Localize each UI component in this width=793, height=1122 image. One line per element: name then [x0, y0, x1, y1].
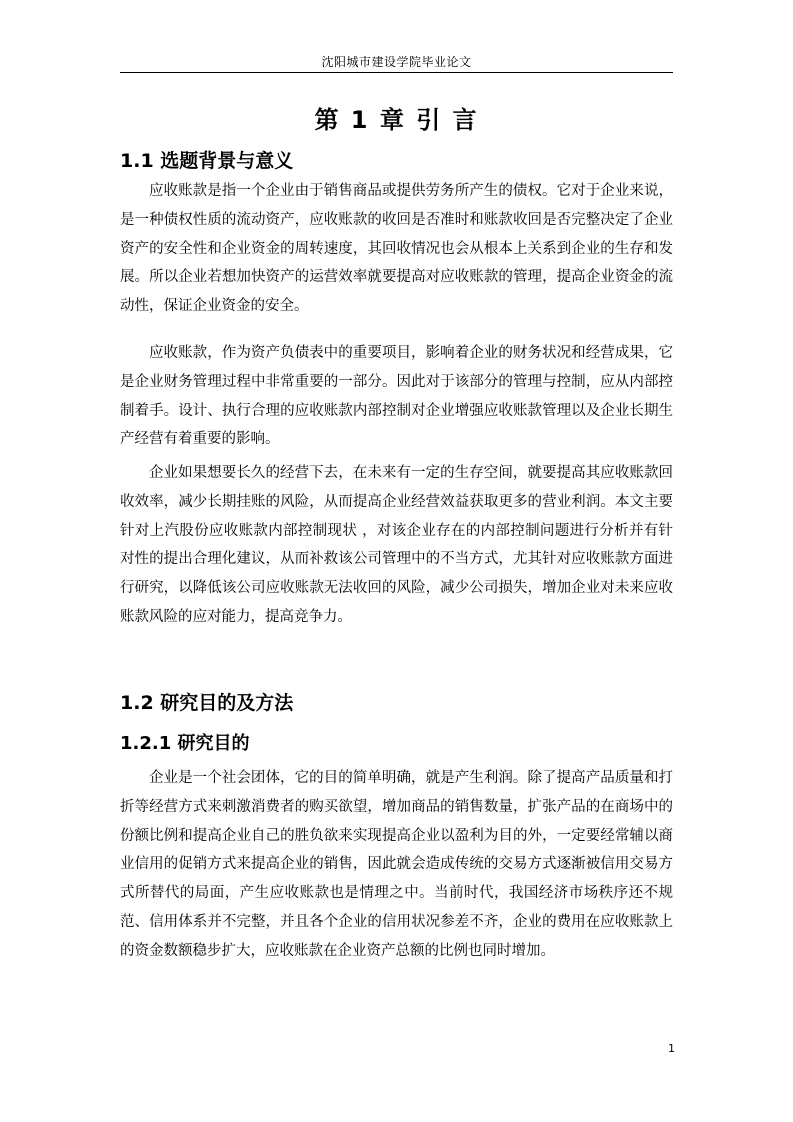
page-number: 1: [668, 1042, 675, 1055]
section-heading-1-1: 1.1 选题背景与意义: [120, 150, 294, 172]
chapter-title: 第 1 章 引 言: [314, 106, 479, 134]
paragraph-2: 应收账款，作为资产负债表中的重要项目，影响着企业的财务状况和经营成果，它是企业财务管理过程中非常重要的一部分。因此对于该部分的管理与控制，应从内部控制着手。设计、执行合理的应收账款内部控制对企业增强应收账款管理以及企业长期生产经营有着重要的影响。: [120, 345, 673, 448]
header-rule: [120, 72, 673, 73]
section-heading-1-2-1: 1.2.1 研究目的: [120, 733, 250, 754]
paragraph-3: 企业如果想要长久的经营下去，在未来有一定的生存空间，就要提高其应收账款回收效率，减少长期挂账的风险，从而提高企业经营效益获取更多的营业利润。本文主要针对上汽股份应收账款内部控制现状 ，对该企业存在的内部控制问题进行分析并有针对性的提出合理化建议，从而补救该公司管理中的不当方式，尤其针对应收账款方面进行研究，以降低该公司应收账款无法收回的风险，减少公司损失，增加企业对未来应收账款风险的应对能力，提高竞争力。: [120, 465, 673, 625]
section-heading-1-2: 1.2 研究目的及方法: [120, 692, 294, 714]
page-header: 沈阳城市建设学院毕业论文: [321, 55, 472, 69]
paragraph-4: 企业是一个社会团体，它的目的简单明确，就是产生利润。除了提高产品质量和打折等经营方式来刺激消费者的购买欲望，增加商品的销售数量，扩张产品的在商场中的份额比例和提高企业自己的胜负欲来实现提高企业以盈利为目的外，一定要经常辅以商业信用的促销方式来提高企业的销售，因此就会造成传统的交易方式逐渐被信用交易方式所替代的局面，产生应收账款也是情理之中。当前时代，我国经济市场秩序还不规范、信用体系并不完整，并且各个企业的信用状况参差不齐，企业的费用在应收账款上的资金数额稳步扩大，应收账款在企业资产总额的比例也同时增加。: [120, 770, 673, 959]
paragraph-1: 应收账款是指一个企业由于销售商品或提供劳务所产生的债权。它对于企业来说，是一种债权性质的流动资产，应收账款的收回是否准时和账款收回是否完整决定了企业资产的安全性和企业资金的周转速度，其回收情况也会从根本上关系到企业的生存和发展。所以企业若想加快资产的运营效率就要提高对应收账款的管理，提高企业资金的流动性，保证企业资金的安全。: [120, 183, 673, 315]
